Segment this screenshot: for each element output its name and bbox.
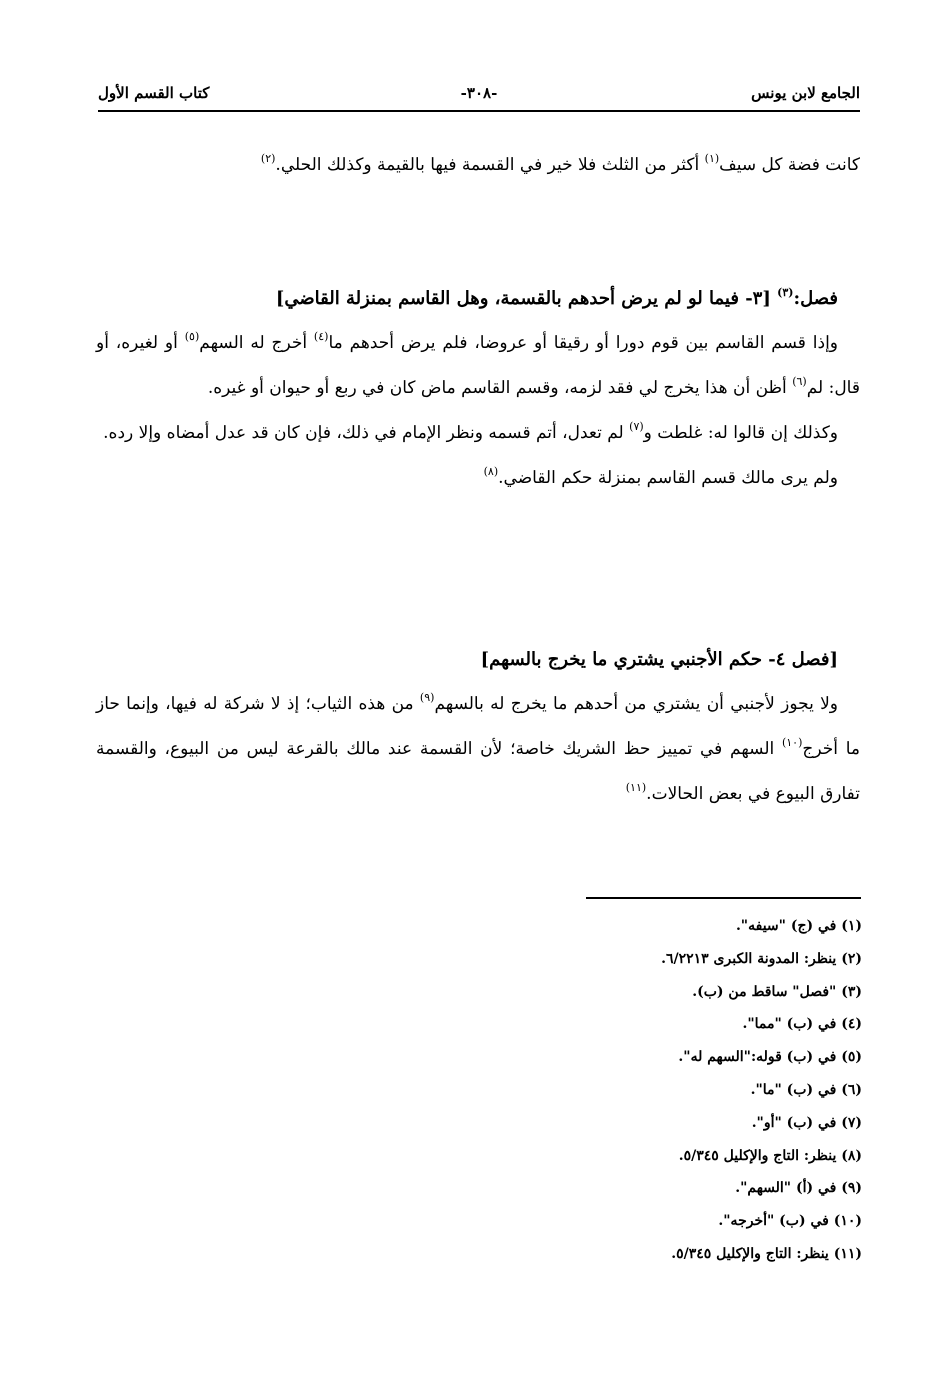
footnote-ref: (٦) xyxy=(792,375,807,388)
footnote-1: (١) في (ج) "سيفه". xyxy=(735,918,862,934)
section-heading: فصل:$^{(٣)}$ [٣- فيما لو لم يرض أحدهم بالقسمة، وهل القاسم بمنزلة القاضي] xyxy=(275,286,838,309)
footnote-8: (٨) ينظر: التاج والإكليل ٥/٣٤٥. xyxy=(678,1147,862,1164)
paragraph-1: كانت فضة كل سيف$^{(١)}$ أكثر من الثلث فلا خير في القسمة فيها بالقيمة وكذلك الحلي.$^{(٢)}$ xyxy=(260,152,860,175)
footnote-ref: (٢) xyxy=(260,152,276,165)
footnote-9: (٩) في (أ) "السهم". xyxy=(735,1180,862,1197)
footnote-ref: (٤) xyxy=(313,330,329,343)
footnote-ref: (١١) xyxy=(625,781,647,794)
paragraph-5: ولا يجوز لأجنبي أن يشتري من أحدهم ما يخرج له بالسهم$^{(٩)}$ من هذه الثياب؛ إذ لا شركة له فيها، وإنما حاز ما أخرج$^{(١٠)}$ السهم في تمييز حظ الشريك خاصة؛ لأن القسمة عند مالك بالقرعة ليس من البيوع، والقسمة تفارق البيوع في بعض الحالات.$^{(١١)}$ xyxy=(96,691,860,804)
footnotes-list xyxy=(442,910,862,1271)
paragraph-3: وكذلك إن قالوا له: غلطت و$^{(٧)}$ لم تعدل، أتم قسمه ونظر الإمام في ذلك، فإن كان قد عدل أمضاه وإلا رده. xyxy=(103,420,838,443)
book-title: الجامع لابن يونس xyxy=(751,84,860,102)
footnote-7: (٧) في (ب) "أو". xyxy=(751,1114,862,1131)
section-title: كتاب القسم الأول xyxy=(98,84,210,102)
paragraph-4: ولم يرى مالك قسم القاسم بمنزلة حكم القاضي.$^{(٨)}$ xyxy=(483,465,838,488)
footnote-10: (١٠) في (ب) "أخرجه". xyxy=(718,1213,862,1230)
footnote-2: (٢) ينظر: المدونة الكبرى ٦/٢٢١٣. xyxy=(661,950,862,967)
footnote-5: (٥) في (ب) قوله:"السهم له". xyxy=(678,1049,862,1066)
footnote-ref: (٩) xyxy=(419,691,435,704)
header-rule xyxy=(98,110,860,112)
section-4 xyxy=(96,637,860,817)
footnote-4: (٤) في (ب) "مما". xyxy=(742,1016,862,1033)
section-3 xyxy=(96,276,860,501)
footnote-ref: (١) xyxy=(704,152,720,165)
running-header xyxy=(98,84,860,112)
footnote-ref: (٣) xyxy=(777,286,794,299)
footnote-ref: (٨) xyxy=(483,465,499,478)
footnote-ref: (٥) xyxy=(184,330,200,343)
footnote-6: (٦) في (ب) "ما". xyxy=(750,1081,862,1098)
footnote-ref: (٧) xyxy=(629,420,644,433)
section-heading: [فصل ٤- حكم الأجنبي يشتري ما يخرج بالسهم] xyxy=(480,649,838,670)
page-number: -٣٠٨- xyxy=(460,84,498,102)
footnote-11: (١١) ينظر: التاج والإكليل ٥/٣٤٥. xyxy=(671,1245,862,1262)
footnote-3: (٣) "فصل" ساقط من (ب). xyxy=(692,983,862,1000)
footnote-ref: (١٠) xyxy=(781,736,803,749)
paragraph-2: وإذا قسم القاسم بين قوم دورا أو رقيقا أو عروضا، فلم يرض أحدهم ما$^{(٤)}$ أخرج له السهم$^{(٥)}$ أو لغيره، أو قال: لم$^{(٦)}$ أظن أن هذا يخرج لي فقد لزمه، وقسم القاسم ماض كان في ربع أو حيوان أو غيره. xyxy=(96,330,860,398)
footnote-separator xyxy=(586,897,861,899)
